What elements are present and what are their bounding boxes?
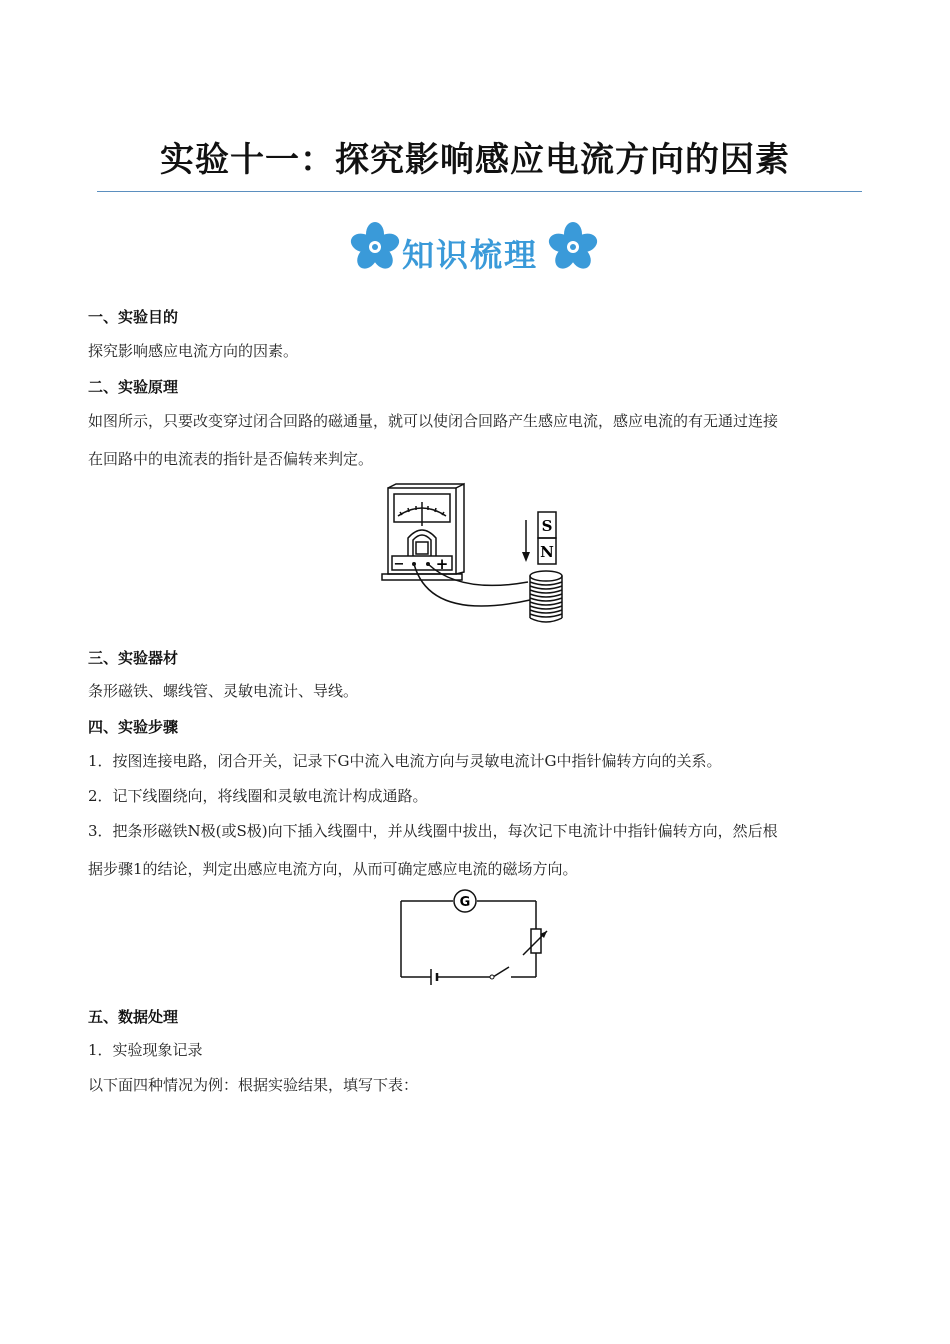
- title-divider: [97, 191, 862, 192]
- figure-galvanometer-coil: [380, 482, 580, 627]
- paragraph-data-2: 以下面四种情况为例：根据实验结果，填写下表：: [88, 1076, 419, 1094]
- magnet-n-label: N: [540, 543, 554, 561]
- paragraph-principle-line2: 在回路中的电流表的指针是否偏转来判定。: [88, 450, 374, 468]
- section-heading-principle: 二、实验原理: [88, 378, 179, 396]
- paragraph-purpose: 探究影响感应电流方向的因素。: [88, 342, 299, 360]
- section-heading-purpose: 一、实验目的: [88, 308, 179, 326]
- meter-minus-label: −: [393, 557, 405, 572]
- paragraph-step-3-line1: 3．把条形磁铁N极(或S极)向下插入线圈中，并从线圈中拔出，每次记下电流计中指针偏转方向，然后根: [88, 822, 778, 840]
- section-heading-data: 五、数据处理: [88, 1008, 179, 1026]
- paragraph-data-1: 1．实验现象记录: [88, 1041, 203, 1059]
- page-title: 实验十一：探究影响感应电流方向的因素: [160, 140, 790, 180]
- banner-title: 知识梳理: [402, 236, 539, 274]
- galvanometer-label: G: [459, 895, 471, 910]
- meter-plus-label: +: [435, 555, 449, 573]
- magnet-s-label: S: [541, 517, 553, 535]
- paragraph-principle-line1: 如图所示，只要改变穿过闭合回路的磁通量，就可以使闭合回路产生感应电流，感应电流的有无通过连接: [88, 412, 779, 430]
- section-heading-steps: 四、实验步骤: [88, 718, 179, 736]
- paragraph-equipment: 条形磁铁、螺线管、灵敏电流计、导线。: [88, 682, 359, 700]
- paragraph-step-1: 1．按图连接电路，闭合开关，记录下G中流入电流方向与灵敏电流计G中指针偏转方向的关系。: [88, 752, 722, 770]
- flower-left-icon: [348, 222, 401, 273]
- paragraph-step-3-line2: 据步骤1的结论，判定出感应电流方向，从而可确定感应电流的磁场方向。: [88, 860, 578, 878]
- flower-right-icon: [546, 222, 599, 273]
- section-heading-equipment: 三、实验器材: [88, 649, 179, 667]
- paragraph-step-2: 2．记下线圈绕向，将线圈和灵敏电流计构成通路。: [88, 787, 428, 805]
- figure-circuit: [395, 887, 555, 987]
